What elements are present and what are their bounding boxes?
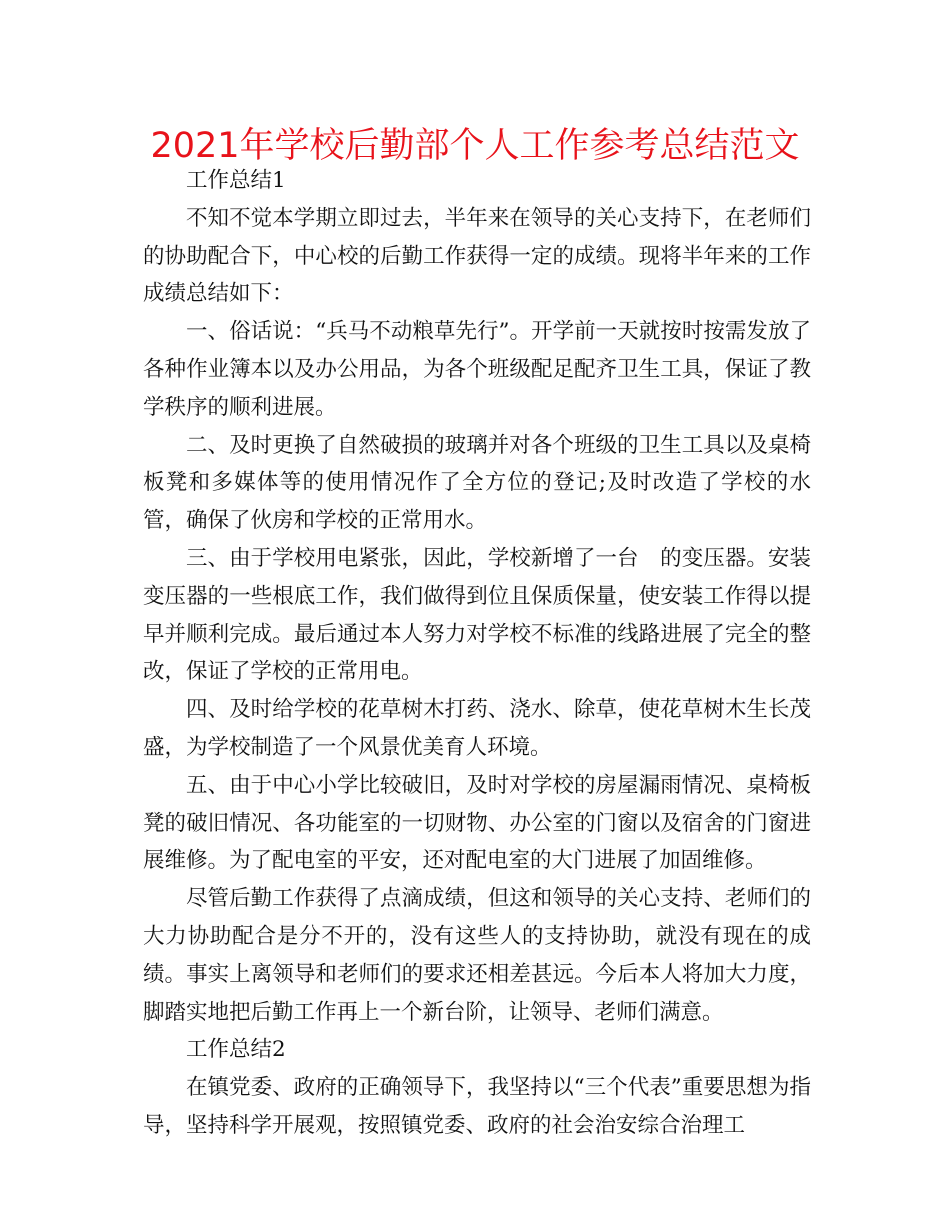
body-paragraph: 一、俗话说：“兵马不动粮草先行”。开学前一天就按时按需发放了各种作业簿本以及办公用品，为各个班级配足配齐卫生工具，保证了教学秩序的顺利进展。 — [143, 319, 811, 420]
body-paragraph: 在镇党委、政府的正确领导下，我坚持以“三个代表”重要思想为指导，坚持科学开展观，按照镇党委、政府的社会治安综合治理工 — [143, 1075, 811, 1138]
document-title: 2021年学校后勤部个人工作参考总结范文 — [150, 126, 800, 166]
body-paragraph: 五、由于中心小学比较破旧，及时对学校的房屋漏雨情况、桌椅板凳的破旧情况、各功能室的一切财物、办公室的门窗以及宿舍的门窗进展维修。为了配电室的平安，还对配电室的大门进展了加固维修。 — [143, 772, 811, 874]
body-paragraph: 不知不觉本学期立即过去，半年来在领导的关心支持下，在老师们的协助配合下，中心校的后勤工作获得一定的成绩。现将半年来的工作成绩总结如下： — [143, 205, 811, 307]
body-paragraph: 二、及时更换了自然破损的玻璃并对各个班级的卫生工具以及桌椅板凳和多媒体等的使用情况作了全方位的登记;及时改造了学校的水管，确保了伙房和学校的正常用水。 — [143, 432, 811, 534]
document-body — [143, 162, 811, 1145]
body-paragraph: 三、由于学校用电紧张，因此，学校新增了一台 的变压器。安装变压器的一些根底工作，我们做得到位且保质保量，使安装工作得以提早并顺利完成。最后通过本人努力对学校不标准的线路进展了完全的整改，保证了学校的正常用电。 — [143, 545, 811, 685]
section-heading: 工作总结2 — [186, 1037, 286, 1063]
section-heading: 工作总结1 — [186, 168, 286, 193]
body-paragraph: 尽管后勤工作获得了点滴成绩，但这和领导的关心支持、老师们的大力协助配合是分不开的，没有这些人的支持协助，就没有现在的成绩。事实上离领导和老师们的要求还相差甚远。今后本人将加大力度，脚踏实地把后勤工作再上一个新台阶，让领导、老师们满意。 — [143, 886, 811, 1025]
body-paragraph: 四、及时给学校的花草树木打药、浇水、除草，使花草树木生长茂盛，为学校制造了一个风景优美育人环境。 — [143, 697, 811, 760]
